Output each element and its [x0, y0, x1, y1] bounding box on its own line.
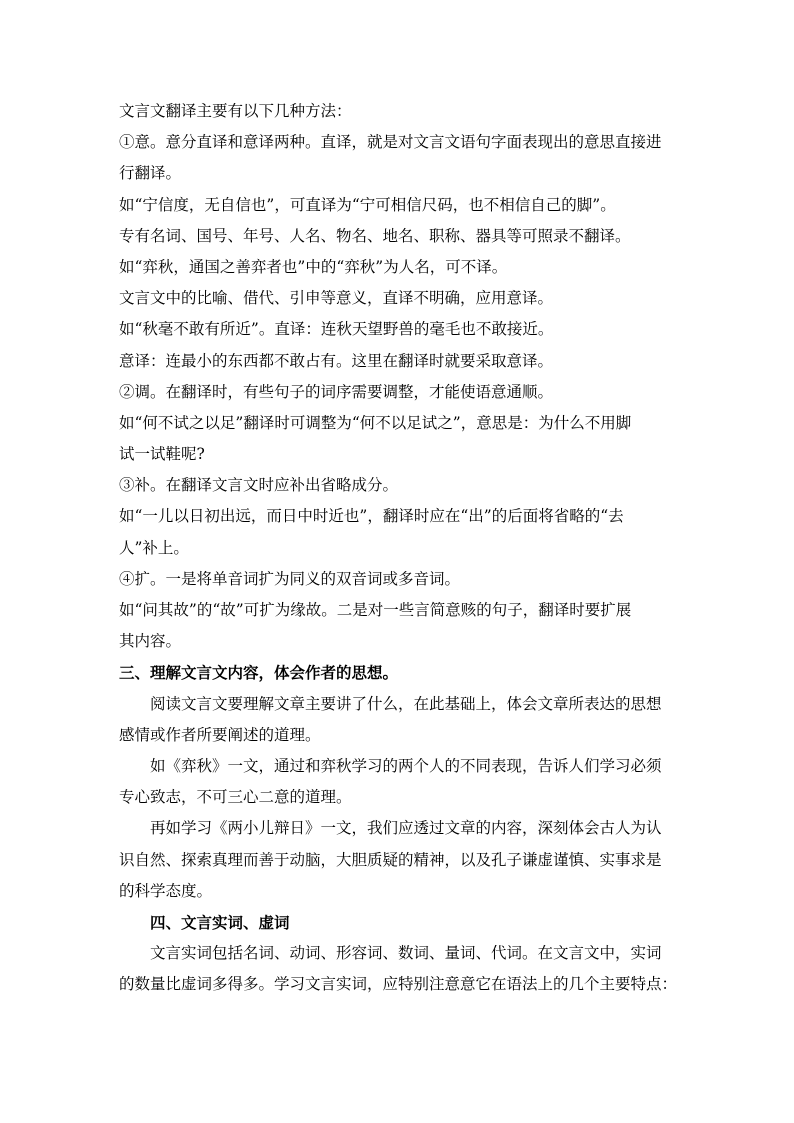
section-four-heading: 四、文言实词、虚词 [150, 912, 290, 932]
document-body [119, 96, 679, 1000]
example-qiuhao-line: 如“秋毫不敢有所近”。直译：连秋天望野兽的毫毛也不敢接近。 [119, 320, 554, 339]
method-bu-line: ③补。在翻译文言文时应补出省略成分。 [119, 476, 399, 495]
method-kuo-line: ④扩。一是将单音词扩为同义的双音词或多音词。 [119, 569, 461, 588]
intro-line: 文言文翻译主要有以下几种方法： [119, 102, 352, 120]
method-tiao-line: ②调。在翻译时，有些句子的词序需要调整，才能使语意通顺。 [119, 382, 554, 401]
section-three-heading: 三、理解文言文内容，体会作者的思想。 [119, 663, 399, 683]
method-yi-line-2: 行翻译。 [119, 164, 182, 183]
section-four-para-line-2: 的数量比虚词多得多。学习文言实词，应特别注意意它在语法上的几个主要特点： [119, 975, 678, 994]
example-bu-line-2: 人”补上。 [119, 538, 189, 557]
example-name-line: 如“弈秋，通国之善弈者也”中的“弈秋”为人名，可不译。 [119, 257, 508, 276]
free-translation-line: 意译：连最小的东西都不敢占有。这里在翻译时就要采取意译。 [119, 351, 554, 370]
method-yi-line-1: ①意。意分直译和意译两种。直译，就是对文言文语句字面表现出的意思直接进 [119, 133, 662, 152]
example-tiao-line-2: 试一试鞋呢? [119, 445, 205, 464]
section-three-para2-line-2: 专心致志，不可三心二意的道理。 [119, 788, 352, 807]
example-kuo-line-2: 其内容。 [119, 632, 182, 651]
example-literal-line: 如“宁信度，无自信也”，可直译为“宁可相信尺码，也不相信自己的脚”。 [119, 195, 616, 214]
proper-noun-line: 专有名词、国号、年号、人名、物名、地名、职称、器具等可照录不翻译。 [119, 226, 631, 245]
figurative-line: 文言文中的比喻、借代、引申等意义，直译不明确，应用意译。 [119, 289, 554, 308]
section-three-para3-line-1: 再如学习《两小儿辩日》一文，我们应透过文章的内容，深刻体会古人为认 [150, 819, 662, 838]
example-bu-line-1: 如“一儿以日初出远，而日中时近也”，翻译时应在“出”的后面将省略的“去 [119, 507, 624, 526]
section-three-para1-line-2: 感情或作者所要阐述的道理。 [119, 725, 321, 744]
example-kuo-line-1: 如“问其故”的“故”可扩为缘故。二是对一些言简意赅的句子，翻译时要扩展 [119, 601, 632, 619]
example-tiao-line-1: 如“何不试之以足”翻译时可调整为“何不以足试之”，意思是：为什么不用脚 [119, 413, 632, 432]
section-four-para-line-1: 文言实词包括名词、动词、形容词、数词、量词、代词。在文言文中，实词 [150, 944, 662, 963]
section-three-para2-line-1: 如《弈秋》一文，通过和弈秋学习的两个人的不同表现，告诉人们学习必须 [150, 756, 662, 775]
section-three-para3-line-2: 识自然、探索真理而善于动脑，大胆质疑的精神，以及孔子谦虚谨慎、实事求是 [119, 850, 662, 869]
section-three-para3-line-3: 的科学态度。 [119, 881, 213, 900]
section-three-para1-line-1: 阅读文言文要理解文章主要讲了什么，在此基础上，体会文章所表达的思想 [150, 694, 662, 713]
